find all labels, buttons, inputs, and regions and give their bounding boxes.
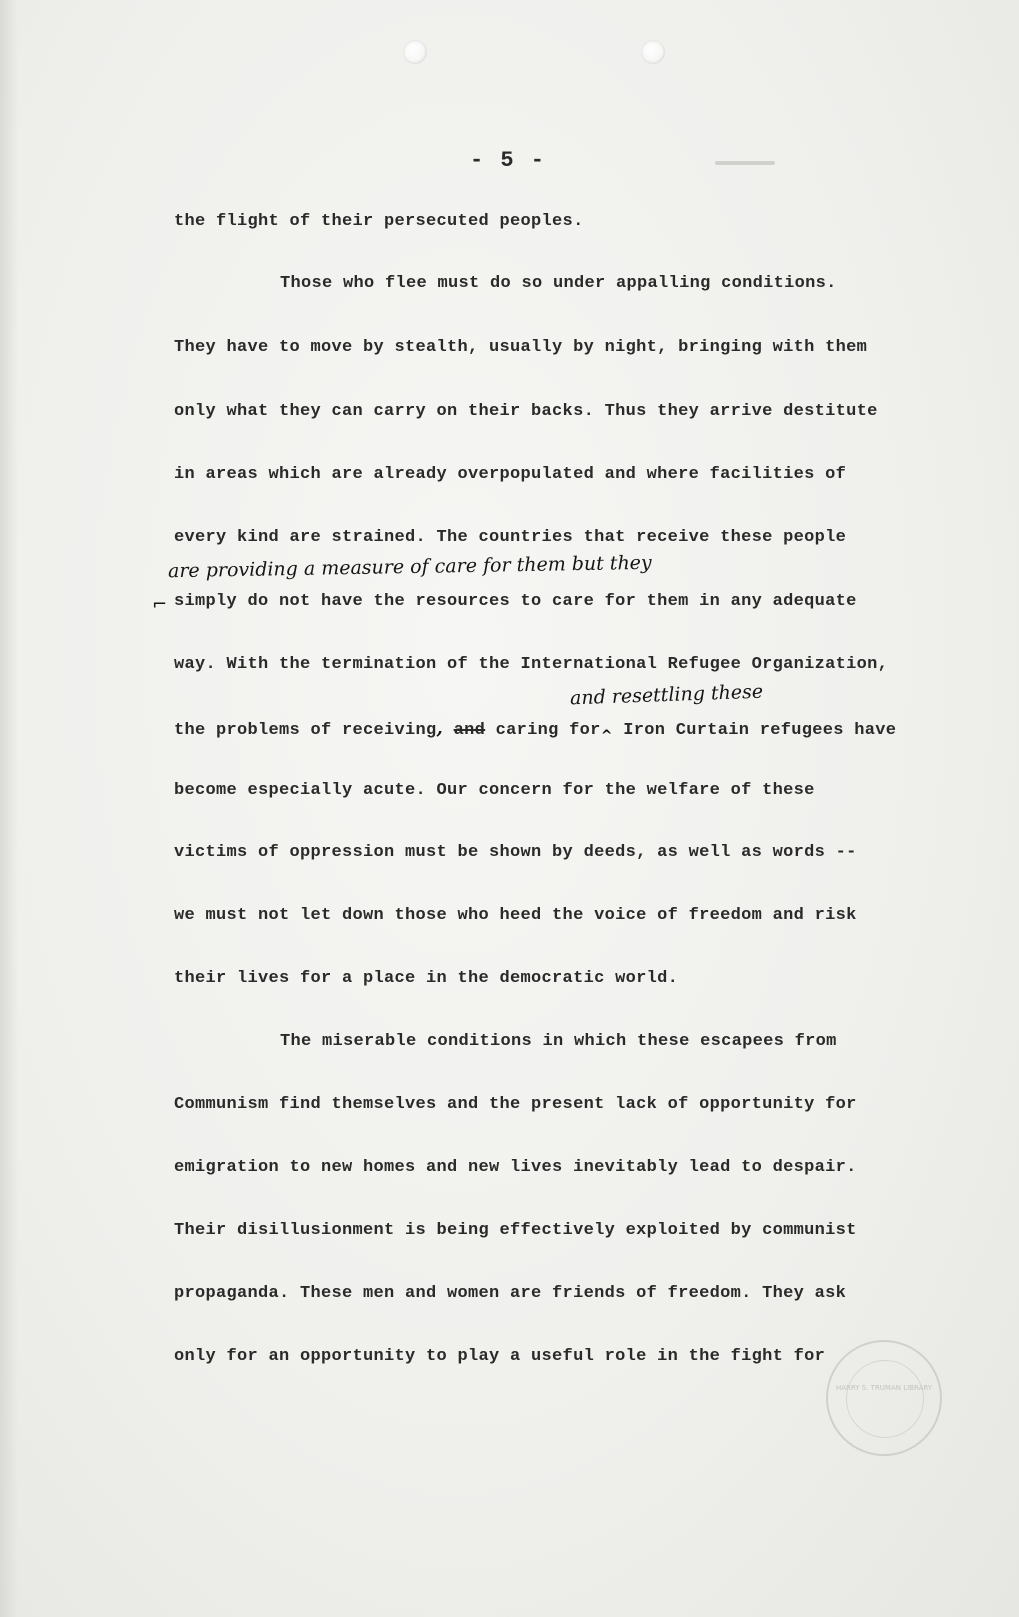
- text-line: emigration to new homes and new lives inevitably lead to despair.: [174, 1158, 857, 1177]
- text-line-edited: [174, 718, 897, 744]
- text-line: The miserable conditions in which these escapees from: [280, 1032, 837, 1051]
- text-line: their lives for a place in the democratic world.: [174, 969, 679, 988]
- stamp-inner-ring: [846, 1360, 924, 1438]
- text-line: only for an opportunity to play a useful role in the fight for: [174, 1347, 826, 1366]
- text-segment: Iron Curtain refugees have: [623, 721, 897, 740]
- text-line: propaganda. These men and women are friends of freedom. They ask: [174, 1284, 847, 1303]
- text-line: only what they can carry on their backs. Thus they arrive destitute: [174, 402, 878, 421]
- handwritten-insertion: are providing a measure of care for them but they: [167, 551, 652, 583]
- text-line: victims of oppression must be shown by deeds, as well as words --: [174, 843, 857, 862]
- handwritten-comma: ,: [436, 718, 444, 739]
- punch-hole: [641, 40, 665, 64]
- text-line: every kind are strained. The countries that receive these people: [174, 528, 847, 547]
- text-line: we must not let down those who heed the voice of freedom and risk: [174, 906, 857, 925]
- text-line: the flight of their persecuted peoples.: [174, 212, 584, 231]
- page-edge-shadow: [0, 0, 18, 1617]
- text-line: Those who flee must do so under appalling conditions.: [280, 274, 837, 293]
- text-line: Communism find themselves and the present lack of opportunity for: [174, 1095, 857, 1114]
- text-line: way. With the termination of the International Refugee Organization,: [174, 655, 889, 674]
- text-segment: caring for: [495, 721, 601, 740]
- insertion-caret: ^: [600, 728, 613, 744]
- faint-mark: [715, 161, 775, 165]
- struck-text: and: [453, 721, 486, 740]
- library-stamp: [826, 1340, 942, 1456]
- text-line: They have to move by stealth, usually by night, bringing with them: [174, 338, 868, 357]
- insertion-caret: ⌐: [152, 594, 168, 615]
- text-line: become especially acute. Our concern for the welfare of these: [174, 781, 815, 800]
- text-line: in areas which are already overpopulated and where facilities of: [174, 465, 847, 484]
- text-line: simply do not have the resources to care for them in any adequate: [174, 592, 857, 611]
- page-number: - 5 -: [470, 148, 547, 173]
- text-line: Their disillusionment is being effectively exploited by communist: [174, 1221, 857, 1240]
- punch-hole: [403, 40, 427, 64]
- stamp-text: HARRY S. TRUMAN LIBRARY: [835, 1384, 933, 1392]
- handwritten-insertion: and resettling these: [569, 680, 764, 710]
- text-segment: the problems of receiving: [174, 721, 437, 740]
